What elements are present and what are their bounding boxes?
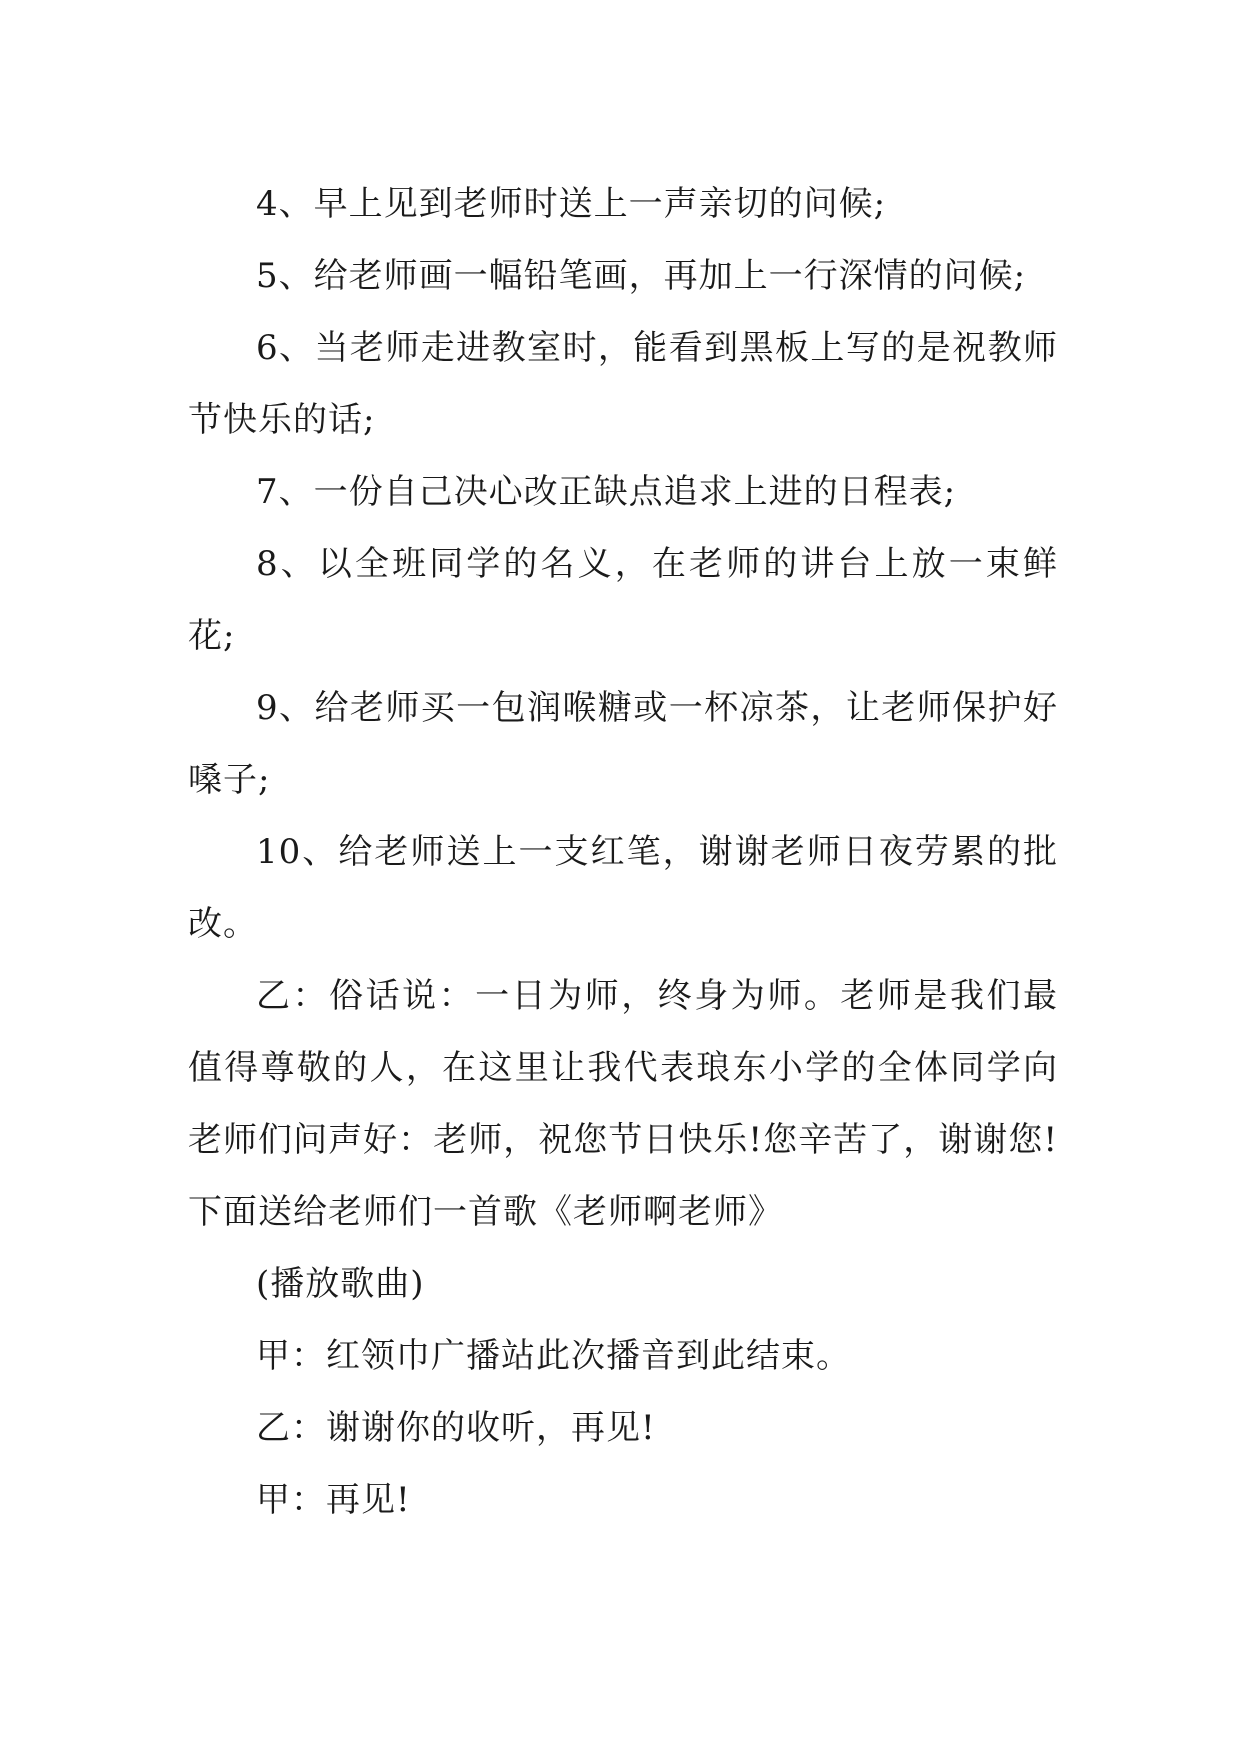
paragraph-item-4: 4、早上见到老师时送上一声亲切的问候; bbox=[256, 184, 887, 224]
paragraph-item-5: 5、给老师画一幅铅笔画，再加上一行深情的问候; bbox=[256, 256, 1027, 296]
paragraph-speaker-yi-farewell: 乙：谢谢你的收听，再见! bbox=[256, 1408, 656, 1448]
paragraph-item-7: 7、一份自己决心改正缺点追求上进的日程表; bbox=[256, 472, 957, 512]
paragraph-speaker-jia-farewell: 甲：再见! bbox=[256, 1480, 411, 1520]
paragraph-speaker-jia: 甲：红领巾广播站此次播音到此结束。 bbox=[256, 1336, 851, 1376]
paragraph-item-8: 8、以全班同学的名义，在老师的讲台上放一束鲜花; bbox=[188, 544, 1058, 656]
paragraph-item-10: 10、给老师送上一支红笔，谢谢老师日夜劳累的批改。 bbox=[188, 832, 1058, 944]
paragraph-item-9: 9、给老师买一包润喉糖或一杯凉茶，让老师保护好嗓子; bbox=[188, 688, 1058, 800]
paragraph-play-song: (播放歌曲) bbox=[256, 1264, 425, 1304]
document-body bbox=[188, 168, 1058, 1536]
paragraph-speaker-yi: 乙：俗话说：一日为师，终身为师。老师是我们最值得尊敬的人，在这里让我代表琅东小学的全体同学向老师们问声好：老师，祝您节日快乐!您辛苦了，谢谢您!下面送给老师们一首歌《老师啊老师》 bbox=[188, 976, 1058, 1232]
paragraph-item-6: 6、当老师走进教室时，能看到黑板上写的是祝教师节快乐的话; bbox=[188, 328, 1058, 440]
